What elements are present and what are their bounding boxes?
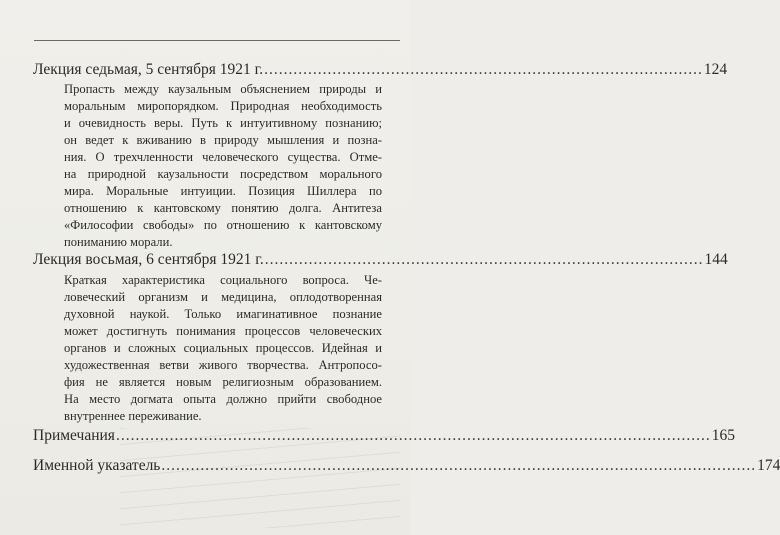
top-rule [34, 40, 400, 41]
toc-page-number: 174 [757, 457, 780, 474]
summary-line: «Философии свободы» по отношению к кантовскому [64, 218, 382, 232]
show-through-texture [120, 428, 400, 528]
summary-line: моральным миропорядком. Природная необходимость [64, 99, 382, 113]
summary-line: и очевидность веры. Путь к интуитивному познанию; [64, 116, 382, 130]
toc-entry-title: Лекция седьмая, 5 сентября 1921 г. [33, 61, 264, 78]
summary-line: мира. Моральные интуиции. Позиция Шиллера по [64, 184, 382, 198]
summary-line: пониманию морали. [64, 235, 173, 249]
toc-entry-title: Именной указатель [33, 457, 161, 474]
toc-entry-summary [64, 81, 382, 251]
summary-line: ния. О трехчленности человеческого существа. Отме- [64, 150, 382, 164]
dot-leader: .......................................................................................................................... [115, 427, 711, 444]
summary-line: художественная ветви живого творчества. Антропосо- [64, 358, 382, 372]
toc-entry-title: Примечания [33, 427, 115, 444]
summary-line: На место догмата опыта должно прийти свободное [64, 392, 382, 406]
toc-entry-lecture-7 [33, 60, 728, 80]
summary-line: на природной каузальности посредством морального [64, 167, 382, 181]
toc-entry-title: Лекция восьмая, 6 сентября 1921 г. [33, 251, 264, 268]
dot-leader: .......................................................................................... [264, 61, 703, 78]
toc-entry-summary [64, 272, 382, 425]
summary-line: духовной наукой. Только имагинативное познание [64, 307, 382, 321]
summary-line: он ведет к вживанию в природу мышления и позна- [64, 133, 382, 147]
summary-line: может достигнуть понимания процессов человеческих [64, 324, 382, 338]
toc-page-number: 144 [704, 251, 728, 268]
toc-page-number: 124 [703, 61, 728, 78]
dot-leader: .......................................................................................... [264, 251, 704, 268]
dot-leader: .......................................................................................................................... [161, 457, 757, 474]
summary-line: Пропасть между каузальным объяснением природы и [64, 82, 382, 96]
summary-line: Краткая характеристика социального вопроса. Че- [64, 273, 382, 287]
toc-page-number: 165 [711, 427, 735, 444]
summary-line: отношению к кантовскому понятию долга. Антитеза [64, 201, 382, 215]
summary-line: внутреннее переживание. [64, 409, 202, 423]
summary-line: фия не является новым религиозным образованием. [64, 375, 382, 389]
summary-line: органов и сложных социальных процессов. Идейная и [64, 341, 382, 355]
summary-line: ловеческий организм и медицина, оплодотворенная [64, 290, 382, 304]
toc-entry-lecture-8 [33, 250, 728, 270]
